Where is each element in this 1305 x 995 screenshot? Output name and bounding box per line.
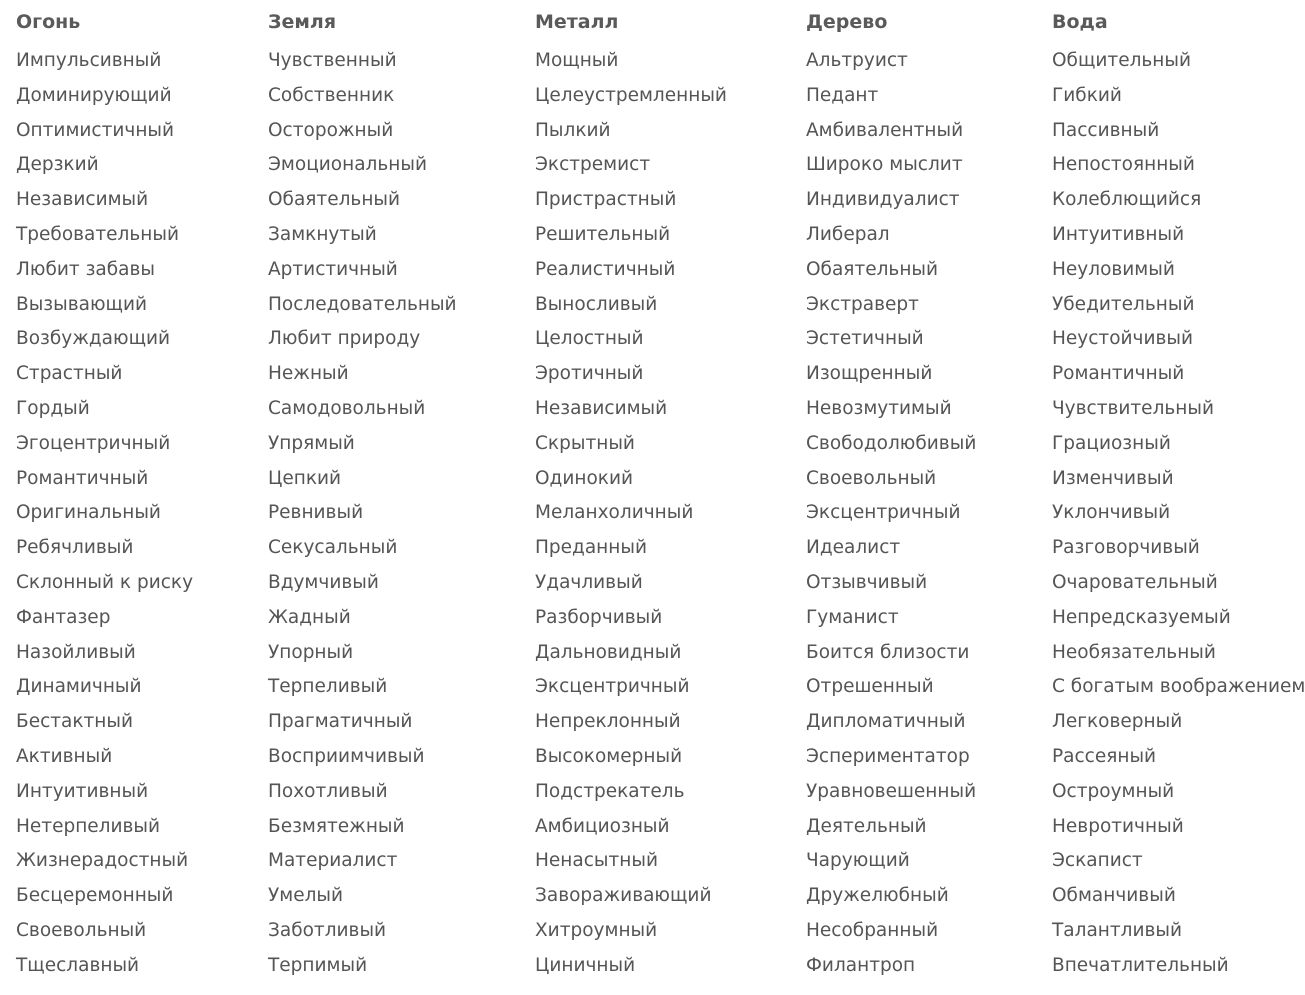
trait-word: Интуитивный [1052,223,1185,245]
trait-word: Удачливый [535,571,643,593]
trait-word: Одинокий [535,467,634,489]
word-list-wood [806,44,976,984]
trait-word: Широко мыслит [806,154,963,176]
trait-word: Фантазер [16,606,111,628]
trait-word: Последовательный [268,293,457,315]
trait-word: Упрямый [268,432,355,454]
trait-word: Очаровательный [1052,571,1218,593]
trait-word: Колеблющийся [1052,189,1202,211]
column-metal [535,8,727,984]
trait-word: Убедительный [1052,293,1195,315]
trait-word: Рассеяный [1052,745,1157,767]
word-list-earth [268,44,457,984]
trait-word: Изощренный [806,363,933,385]
trait-word: Склонный к риску [16,571,194,593]
trait-word: Вызывающий [16,293,148,315]
trait-word: Секусальный [268,537,398,559]
trait-word: Романтичный [1052,363,1185,385]
trait-word: Нежный [268,363,349,385]
trait-word: Боится близости [806,641,970,663]
trait-word: Обаятельный [268,189,401,211]
trait-word: Пассивный [1052,119,1160,141]
trait-word: Восприимчивый [268,745,425,767]
trait-word: Непреклонный [535,711,681,733]
trait-word: Скрытный [535,432,635,454]
trait-word: Завораживающий [535,885,712,907]
trait-word: Хитроумный [535,919,658,941]
trait-word: Невозмутимый [806,397,952,419]
trait-word: Чувственный [268,50,397,71]
trait-word: Уклончивый [1052,502,1171,524]
trait-word: Легковерный [1052,711,1183,733]
trait-word: Цепкий [268,467,342,489]
trait-word: Свободолюбивый [806,432,977,454]
trait-word: Выносливый [535,293,658,315]
trait-word: Жизнерадостный [16,850,189,872]
column-heading-earth: Земля [268,11,337,33]
trait-word: Либерал [806,223,890,245]
trait-word: Ненасытный [535,850,659,872]
trait-word: Ребячливый [16,537,134,559]
trait-word: Бестактный [16,711,134,733]
trait-word: Неуловимый [1052,258,1175,280]
trait-word: Собственник [268,84,395,106]
trait-word: Терпеливый [268,676,388,698]
trait-word: Похотливый [268,780,388,802]
word-list-water [1052,44,1305,984]
trait-word: Терпимый [268,954,368,976]
trait-word: Страстный [16,363,123,385]
trait-word: Оригинальный [16,502,161,524]
trait-word: Преданный [535,537,647,559]
trait-word: Заботливый [268,919,387,941]
trait-word: Индивидуалист [806,189,960,211]
trait-word: Импульсивный [16,50,162,71]
trait-word: Любит забавы [16,258,156,280]
trait-word: Безмятежный [268,815,405,837]
trait-word: Эгоцентричный [16,432,171,454]
trait-word: Эротичный [535,363,644,385]
trait-word: Активный [16,745,113,767]
trait-word: Жадный [268,606,351,628]
trait-word: Педант [806,84,879,106]
trait-word: Обманчивый [1052,885,1176,907]
column-earth [268,8,457,984]
trait-word: Дальновидный [535,641,682,663]
trait-word: Замкнутый [268,223,377,245]
trait-word: Грациозный [1052,432,1171,454]
trait-word: Самодовольный [268,397,426,419]
column-water [1052,8,1305,984]
column-heading-water: Вода [1052,11,1108,33]
column-heading-fire: Огонь [16,11,81,33]
trait-word: Экстраверт [806,293,919,315]
trait-word: Неустойчивый [1052,328,1194,350]
trait-word: Непостоянный [1052,154,1195,176]
trait-word: Реалистичный [535,258,676,280]
trait-word: Дружелюбный [806,885,949,907]
trait-word: Эспериментатор [806,745,970,767]
trait-word: Филантроп [806,954,916,976]
trait-word: Разговорчивый [1052,537,1200,559]
trait-word: Дипломатичный [806,711,966,733]
trait-word: Отзывчивый [806,571,928,593]
trait-word: Отрешенный [806,676,934,698]
trait-word: Независимый [535,397,668,419]
trait-word: Пристрастный [535,189,677,211]
trait-word: Целеустремленный [535,84,727,106]
column-heading-wood: Дерево [806,11,888,33]
trait-word: Дерзкий [16,154,99,176]
trait-word: Общительный [1052,50,1192,71]
word-list-metal [535,44,727,984]
trait-word: Решительный [535,223,671,245]
trait-word: Возбуждающий [16,328,171,350]
trait-word: Высокомерный [535,745,683,767]
trait-word: Остроумный [1052,780,1175,802]
trait-word: Меланхоличный [535,502,694,524]
trait-word: Талантливый [1052,919,1183,941]
trait-word: Альтруист [806,50,908,71]
trait-word: Назойливый [16,641,136,663]
trait-word: С богатым воображением [1052,676,1305,698]
column-heading-metal: Металл [535,11,619,33]
trait-word: Амбивалентный [806,119,964,141]
trait-word: Гуманист [806,606,899,628]
trait-word: Любит природу [268,328,421,350]
trait-word: Эксцентричный [806,502,961,524]
trait-word: Амбициозный [535,815,670,837]
trait-word: Уравновешенный [806,780,977,802]
trait-word: Разборчивый [535,606,663,628]
trait-word: Интуитивный [16,780,149,802]
trait-word: Гибкий [1052,84,1122,106]
trait-word: Невротичный [1052,815,1184,837]
trait-word: Доминирующий [16,84,172,106]
trait-word: Ревнивый [268,502,364,524]
trait-word: Эстетичный [806,328,924,350]
trait-word: Упорный [268,641,354,663]
trait-word: Изменчивый [1052,467,1174,489]
trait-word: Тщеславный [16,954,140,976]
trait-word: Умелый [268,885,344,907]
trait-word: Прагматичный [268,711,413,733]
trait-word: Эмоциональный [268,154,428,176]
trait-word: Своевольный [16,919,147,941]
column-fire [16,8,193,984]
trait-word: Чувствительный [1052,397,1215,419]
trait-word: Чарующий [806,850,910,872]
column-wood [806,8,976,984]
trait-word: Пылкий [535,119,611,141]
trait-word: Бесцеремонный [16,885,174,907]
trait-word: Идеалист [806,537,901,559]
word-list-fire [16,44,193,984]
trait-word: Романтичный [16,467,149,489]
trait-word: Вдумчивый [268,571,379,593]
trait-word: Оптимистичный [16,119,175,141]
trait-word: Мощный [535,50,619,71]
trait-word: Нетерпеливый [16,815,161,837]
trait-word: Артистичный [268,258,398,280]
trait-word: Независимый [16,189,149,211]
trait-word: Эксцентричный [535,676,690,698]
trait-word: Материалист [268,850,398,872]
trait-word: Несобранный [806,919,939,941]
trait-word: Непредсказуемый [1052,606,1231,628]
trait-word: Экстремист [535,154,651,176]
trait-word: Требовательный [16,223,180,245]
trait-word: Подстрекатель [535,780,685,802]
trait-word: Гордый [16,397,90,419]
trait-word: Осторожный [268,119,394,141]
trait-word: Необязательный [1052,641,1216,663]
trait-word: Впечатлительный [1052,954,1229,976]
trait-word: Эскапист [1052,850,1143,872]
trait-word: Целостный [535,328,644,350]
trait-word: Динамичный [16,676,142,698]
trait-word: Циничный [535,954,636,976]
trait-word: Обаятельный [806,258,939,280]
trait-word: Своевольный [806,467,937,489]
trait-word: Деятельный [806,815,927,837]
